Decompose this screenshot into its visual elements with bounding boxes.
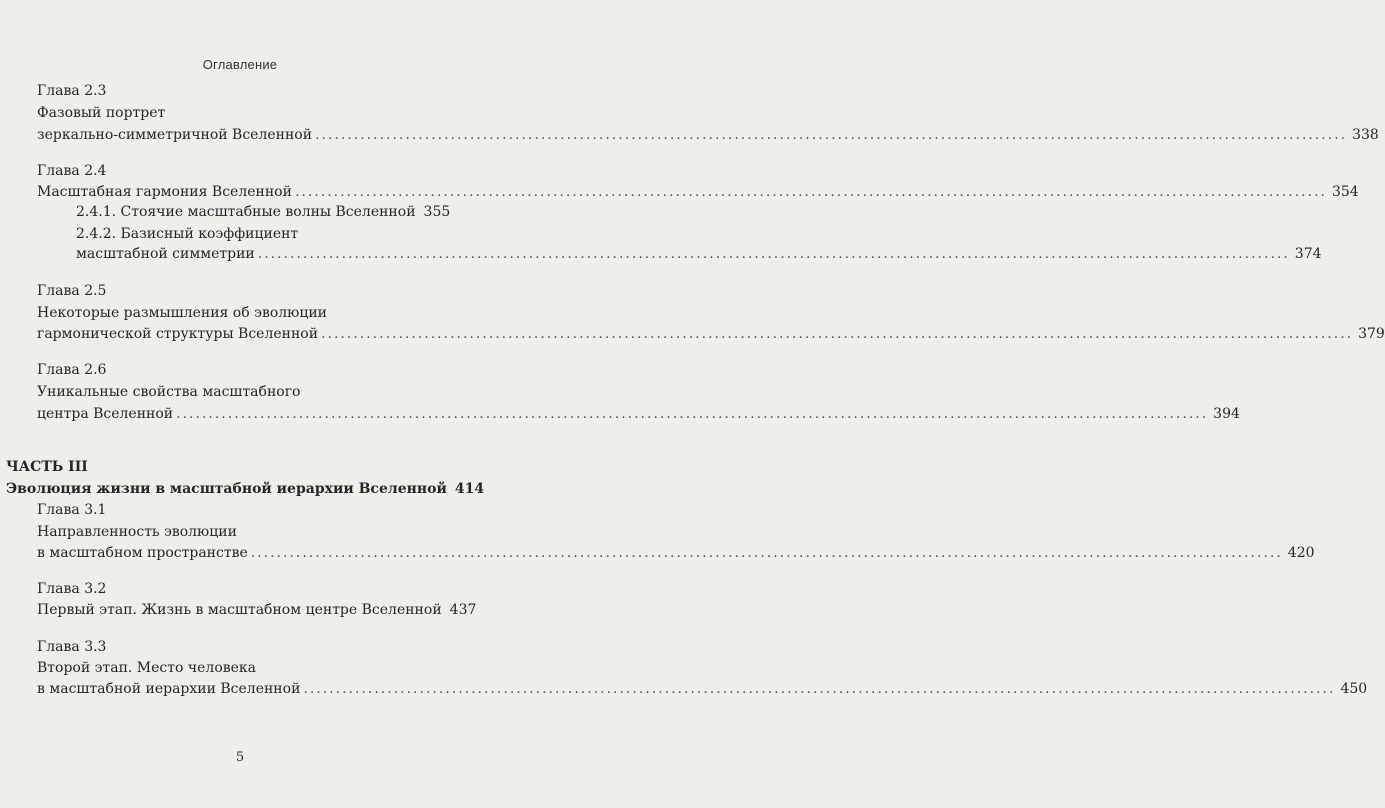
- toc-entry-title: Некоторые размышления об эволюции: [37, 305, 328, 321]
- toc-entry: [37, 126, 1379, 144]
- toc-entry-title: Глава 2.5: [37, 283, 107, 299]
- toc-heading: [37, 162, 106, 180]
- toc-entry-title: Глава 3.3: [37, 639, 107, 655]
- toc-heading: [37, 638, 106, 656]
- toc-entry-title: Фазовый портрет: [37, 105, 166, 121]
- toc-page-number: 414: [454, 481, 485, 497]
- toc-entry-title: Первый этап. Жизнь в масштабном центре Вселенной: [37, 602, 442, 618]
- toc-entry-title: 2.4.1. Стоячие масштабные волны Вселенной: [76, 204, 416, 220]
- toc-page-number: 437: [449, 602, 477, 618]
- toc-heading: [76, 225, 298, 243]
- dot-leader: [315, 126, 1347, 144]
- toc-heading: [37, 361, 106, 379]
- toc-heading: [37, 383, 300, 401]
- toc-entry: [76, 245, 1322, 263]
- running-header: Оглавление: [202, 57, 278, 72]
- toc-entry: [76, 203, 451, 221]
- toc-page-number: 394: [1213, 406, 1240, 422]
- toc-heading: [37, 304, 327, 322]
- dot-leader: [176, 405, 1208, 423]
- toc-entry-title: масштабной симметрии: [76, 246, 255, 262]
- page-number: 5: [235, 750, 245, 765]
- toc-entry: [37, 680, 1368, 698]
- toc-entry-title: гармонической структуры Вселенной: [37, 326, 319, 342]
- toc-page-number: 420: [1287, 545, 1315, 561]
- toc-entry-title: центра Вселенной: [37, 406, 174, 422]
- toc-heading: [6, 458, 88, 476]
- dot-leader: [251, 544, 1283, 562]
- toc-entry-title: в масштабной иерархии Вселенной: [37, 681, 301, 697]
- toc-entry-title: зеркально-симметричной Вселенной: [37, 127, 313, 143]
- toc-entry-title: Глава 3.1: [37, 502, 107, 518]
- toc-entry-title: Масштабная гармония Вселенной: [37, 184, 292, 200]
- toc-heading: [37, 82, 106, 100]
- toc-entry-title: ЧАСТЬ III: [6, 459, 88, 475]
- toc-heading: [37, 282, 106, 300]
- toc-entry: [37, 601, 477, 619]
- dot-leader: [303, 680, 1335, 698]
- toc-entry: [37, 183, 1359, 201]
- toc-entry-title: Уникальные свойства масштабного: [37, 384, 301, 400]
- dot-leader: [258, 245, 1290, 263]
- toc-entry-title: Направленность эволюции: [37, 524, 237, 540]
- toc-page-number: 379: [1358, 326, 1385, 342]
- toc-page-number: 338: [1352, 127, 1379, 143]
- toc-entry: [6, 480, 485, 498]
- toc-page-number: 354: [1331, 184, 1359, 200]
- toc-entry-title: в масштабном пространстве: [37, 545, 248, 561]
- toc-heading: [37, 104, 165, 122]
- toc-entry: [37, 405, 1240, 423]
- toc-entry-title: Глава 2.4: [37, 163, 107, 179]
- toc-entry-title: Эволюция жизни в масштабной иерархии Вселенной: [6, 481, 447, 497]
- toc-entry: [37, 325, 1385, 343]
- toc-page-number: 374: [1294, 246, 1322, 262]
- toc-entry-title: Глава 2.3: [37, 83, 107, 99]
- toc-heading: [37, 501, 106, 519]
- toc-entry-title: Глава 3.2: [37, 581, 107, 597]
- toc-entry-title: Второй этап. Место человека: [37, 660, 257, 676]
- dot-leader: [321, 325, 1353, 343]
- toc-entry-title: Глава 2.6: [37, 362, 107, 378]
- toc-entry: [37, 544, 1315, 562]
- toc-entry-title: 2.4.2. Базисный коэффициент: [76, 226, 299, 242]
- toc-page-number: 355: [423, 204, 451, 220]
- dot-leader: [295, 183, 1327, 201]
- toc-heading: [37, 659, 256, 677]
- toc-heading: [37, 580, 106, 598]
- toc-page-number: 450: [1340, 681, 1368, 697]
- toc-heading: [37, 523, 237, 541]
